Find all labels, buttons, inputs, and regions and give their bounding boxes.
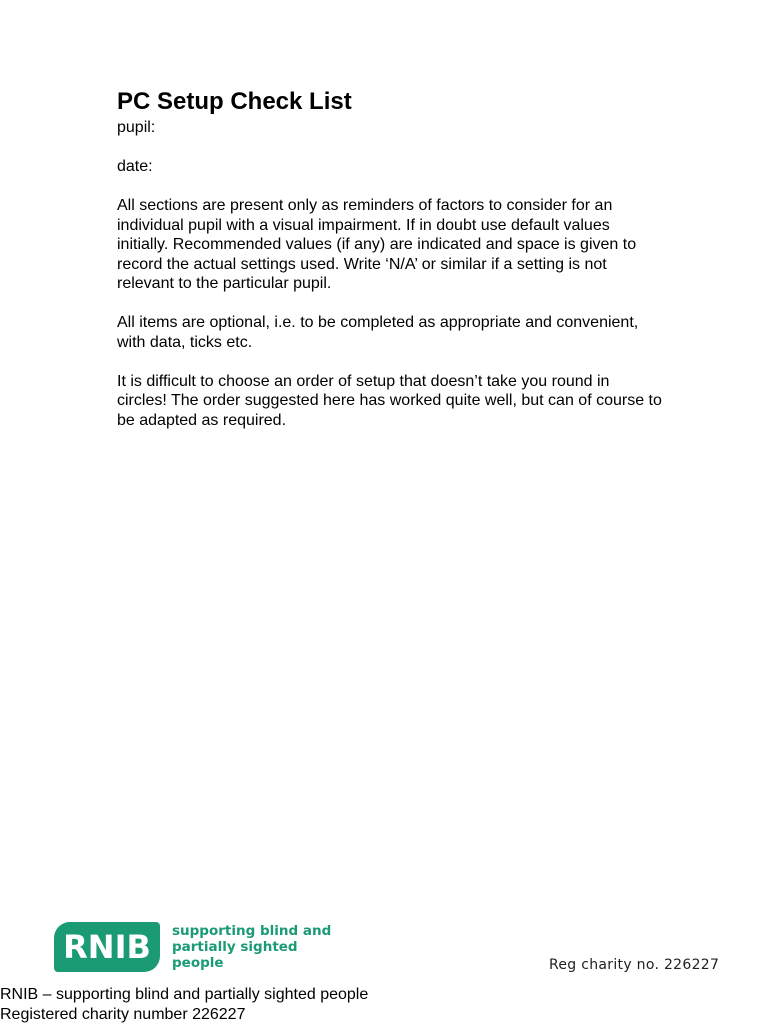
optional-items-paragraph: All items are optional, i.e. to be completed as appropriate and convenient, with data, ticks etc. [117, 314, 639, 351]
page-footer [0, 985, 368, 1025]
page-title: PC Setup Check List [117, 88, 352, 115]
pupil-label: pupil: [117, 119, 156, 136]
rnib-logo [54, 922, 352, 972]
rnib-logo-badge: RNIB [54, 922, 160, 972]
footer-line-charity: Registered charity number 226227 [0, 1006, 246, 1023]
intro-paragraph: All sections are present only as reminders of factors to consider for an individual pupil with a visual impairment. If in doubt use default values initially. Recommended values (if any) are indicated and space is given to record the actual settings used. Write ‘N/A’ or similar if a setting is not relevant to the particular pupil. [117, 197, 637, 292]
footer-line-rnib: RNIB – supporting blind and partially sighted people [0, 986, 369, 1003]
document-body [117, 88, 662, 430]
date-label: date: [117, 158, 153, 175]
reg-charity-number: Reg charity no. 226227 [549, 957, 720, 973]
rnib-logo-tagline: supporting blind and partially sighted people [172, 923, 332, 971]
setup-order-paragraph: It is difficult to choose an order of setup that doesn’t take you round in circles! The order suggested here has worked quite well, but can of course to be adapted as required. [117, 372, 662, 429]
